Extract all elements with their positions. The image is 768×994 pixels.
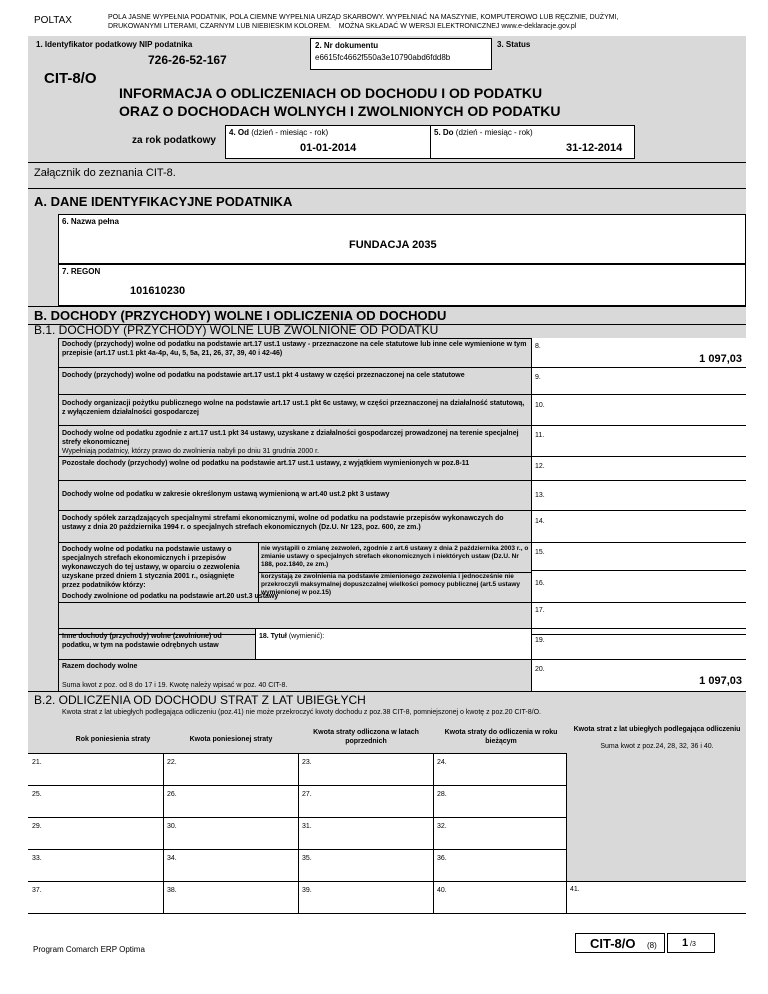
loss-grid-field-number: 30. [167,823,177,830]
loss-grid-field-number: 33. [32,855,42,862]
row12-number: 12. [535,463,545,470]
row20-amount: 1 097,03 [699,675,742,687]
attachment-text: Załącznik do zeznania CIT-8. [34,167,176,179]
pos41-number: 41. [570,886,580,893]
doc-number-label: 2. Nr dokumentu [315,41,379,50]
loss-grid-cell[interactable] [164,754,298,784]
loss-grid-field-number: 26. [167,791,177,798]
loss-grid-cell[interactable] [299,786,433,816]
loss-grid-cell[interactable] [434,818,568,848]
program-name: Program Comarch ERP Optima [33,945,145,954]
row8-amount[interactable]: 1 097,03 [699,353,742,365]
row13-number: 13. [535,492,545,499]
col-loss-header: Kwota poniesionej straty [189,736,273,743]
section-a-title: A. DANE IDENTYFIKACYJNE PODATNIKA [34,194,293,209]
row20-number: 20. [535,666,545,673]
row15-number: 15. [535,549,545,556]
doc-number-value: e6615fc4662f550a3e10790abd6fdd8b [315,53,451,62]
row17-description: Dochody zwolnione od podatku na podstawie art.20 ust.3 ustawy [62,593,279,600]
loss-grid-field-number: 22. [167,759,177,766]
b1-title: B.1. DOCHODY (PRZYCHODY) WOLNE LUB ZWOLNIONE OD PODATKU [34,323,439,337]
loss-grid-cell[interactable] [434,882,568,912]
loss-grid-cell[interactable] [29,882,161,912]
form-title-line1: INFORMACJA O ODLICZENIACH OD DOCHODU I OD PODATKU [119,85,543,101]
row17-number: 17. [535,607,545,614]
tax-year-label: za rok podatkowy [132,135,216,146]
col-deducted-header: Kwota straty odliczona w latach poprzednich [313,729,419,745]
loss-grid-field-number: 37. [32,887,42,894]
row18-label: 18. Tytuł (wymienić): [259,633,325,640]
loss-grid-field-number: 36. [437,855,447,862]
col-year-header: Rok poniesienia straty [75,736,151,743]
loss-grid-cell[interactable] [164,786,298,816]
loss-grid-cell[interactable] [299,882,433,912]
loss-grid-cell[interactable] [29,754,161,784]
row8-description: Dochody (przychody) wolne od podatku na podstawie art.17 ust.1 ustawy - przeznaczone na cele statutowe lub inne cele wymienione w tym przepisie (art.17 ust.1 pkt 4a-4p, 4u, 5, 5a, 21, 26, 37, 39, 40 i 42-46) [62,341,527,357]
row16-condition: korzystają ze zwolnienia na podstawie zmienionego zezwolenia i jednocześnie nie przekroczyli maksymalnej dopuszczalnej wielkości pomocy publicznej (art.5 ustawy wymienionej w poz.15) [261,573,521,596]
row9-number: 9. [535,374,541,381]
loss-grid-field-number: 39. [302,887,312,894]
loss-grid-cell[interactable] [434,786,568,816]
loss-grid-cell[interactable] [164,850,298,880]
loss-grid-cell[interactable] [434,850,568,880]
loss-grid-field-number: 31. [302,823,312,830]
row20-description: Razem dochody wolne [62,663,138,670]
row13-description: Dochody wolne od podatku w zakresie określonym ustawą wymienioną w art.40 ust.2 pkt 3 ustawy [62,491,390,498]
row11-note: Wypełniają podatnicy, którzy prawo do zwolnienia nabyli po dniu 31 grudnia 2000 r. [62,448,320,455]
row11-description: Dochody wolne od podatku zgodnie z art.17 ust.1 pkt 34 ustawy, uzyskane z działalności gospodarczej prowadzonej na terenie specjalnej strefy ekonomicznej [62,430,519,446]
loss-grid-cell[interactable] [164,882,298,912]
full-name-label: 6. Nazwa pełna [62,217,119,226]
loss-grid-cell[interactable] [299,818,433,848]
form-code: CIT-8/O [44,70,97,87]
loss-grid-field-number: 29. [32,823,42,830]
loss-grid-field-number: 35. [302,855,312,862]
loss-grid-field-number: 40. [437,887,447,894]
loss-grid-field-number: 38. [167,887,177,894]
row9-description: Dochody (przychody) wolne od podatku na podstawie art.17 ust.1 pkt 4 ustawy w części przeznaczonej na cele statutowe [62,372,465,379]
loss-grid-field-number: 28. [437,791,447,798]
footer-form-code: CIT-8/O (8) [575,933,665,953]
col-total-header: Kwota strat z lat ubiegłych podlegająca odliczeniu [573,726,741,733]
loss-grid-cell[interactable] [434,754,568,784]
row16-number: 16. [535,580,545,587]
row15-description: Dochody wolne od podatku na podstawie ustawy o specjalnych strefach ekonomicznych i przepisów wykonawczych do tej ustawy, w oparciu o zezwolenia uzyskane przed dniem 1 stycznia 2001 r., osiągnięte przez podatników którzy: [62,546,240,589]
loss-grid-field-number: 23. [302,759,312,766]
loss-grid-field-number: 24. [437,759,447,766]
footer-page: 1 /3 [667,933,715,953]
loss-grid-field-number: 27. [302,791,312,798]
loss-grid-field-number: 25. [32,791,42,798]
loss-grid-field-number: 34. [167,855,177,862]
nip-label: 1. Identyfikator podatkowy NIP podatnika [36,40,193,49]
loss-grid-field-number: 21. [32,759,42,766]
col-to-deduct-header: Kwota straty do odliczenia w roku bieżącym [444,729,558,745]
form-title-line2: ORAZ O DOCHODACH WOLNYCH I ZWOLNIONYCH OD PODATKU [119,103,561,119]
nip-value: 726-26-52-167 [148,53,227,67]
row10-description: Dochody organizacji pożytku publicznego wolne na podstawie art.17 ust.1 pkt 6c ustawy, w części przeznaczonej na działalność statutową, z wyłączeniem działalności gospodarczej [62,400,525,416]
b2-note: Kwota strat z lat ubiegłych podlegająca odliczeniu (poz.41) nie może przekroczyć kwoty dochodu z poz.38 CIT-8, pomniejszonej o kwotę z poz.20 CIT-8/O. [62,709,541,716]
row10-number: 10. [535,402,545,409]
poltax-label: POLTAX [34,15,72,26]
row14-number: 14. [535,518,545,525]
loss-grid-field-number: 32. [437,823,447,830]
regon-value: 101610230 [130,285,186,297]
from-label: 4. Od (dzień - miesiąc - rok) [229,128,329,137]
row12-description: Pozostałe dochody (przychody) wolne od podatku na podstawie art.17 ust.1 ustawy, z wyjątkiem wymienionych w poz.8-11 [62,460,470,467]
row8-number: 8. [535,343,541,350]
loss-grid-cell[interactable] [29,786,161,816]
row20-note: Suma kwot z poz. od 8 do 17 i 19. Kwotę należy wpisać w poz. 40 CIT-8. [62,682,288,689]
fill-instructions: POLA JASNE WYPEŁNIA PODATNIK, POLA CIEMNE WYPEŁNIA URZĄD SKARBOWY. WYPEŁNIAĆ NA MASZYNIE, KOMPUTEROWO LUB RĘCZNIE, DUŻYMI, DRUKOWANYMI LITERAMI, CZARNYM LUB NIEBIESKIM KOLOREM. MOŻNA SKŁADAĆ W WERSJI ELEKTRONICZNEJ www.e-deklaracje.gov.pl [108,14,619,30]
row19-number: 19. [535,637,545,644]
from-date[interactable]: 01-01-2014 [300,142,357,154]
row11-number: 11. [535,432,545,439]
loss-grid-cell[interactable] [299,754,433,784]
full-name-value: FUNDACJA 2035 [349,239,437,251]
regon-label: 7. REGON [62,267,101,276]
row18-description: Inne dochody (przychody) wolne (zwolnione) od podatku, w tym na podstawie odrębnych ustaw [62,633,222,649]
loss-grid-cell[interactable] [29,850,161,880]
status-label: 3. Status [497,40,531,49]
section-b-title: B. DOCHODY (PRZYCHODY) WOLNE I ODLICZENIA OD DOCHODU [34,308,447,323]
b1-amount-column [531,338,746,664]
loss-grid-cell[interactable] [164,818,298,848]
to-label: 5. Do (dzień - miesiąc - rok) [434,128,533,137]
pos41-field[interactable] [567,881,746,913]
b2-title: B.2. ODLICZENIA OD DOCHODU STRAT Z LAT UBIEGŁYCH [34,693,366,707]
col-total-note: Suma kwot z poz.24, 28, 32, 36 i 40. [600,743,714,750]
loss-grid-cell[interactable] [299,850,433,880]
to-date[interactable]: 31-12-2014 [566,142,623,154]
row14-description: Dochody spółek zarządzających specjalnymi strefami ekonomicznymi, wolne od podatku na podstawie przepisów wykonawczych do ustawy z dnia 20 października 1994 r. o specjalnych strefach ekonomicznych (Dz.U. Nr 123, poz. 600, ze zm.) [62,515,504,531]
loss-grid-cell[interactable] [29,818,161,848]
row15-condition: nie wystąpili o zmianę zezwoleń, zgodnie z art.6 ustawy z dnia 2 października 2003 r., o zmianie ustawy o specjalnych strefach ekonomicznych i niektórych ustaw (Dz.U. Nr 188, poz.1840, ze zm.) [261,545,529,568]
